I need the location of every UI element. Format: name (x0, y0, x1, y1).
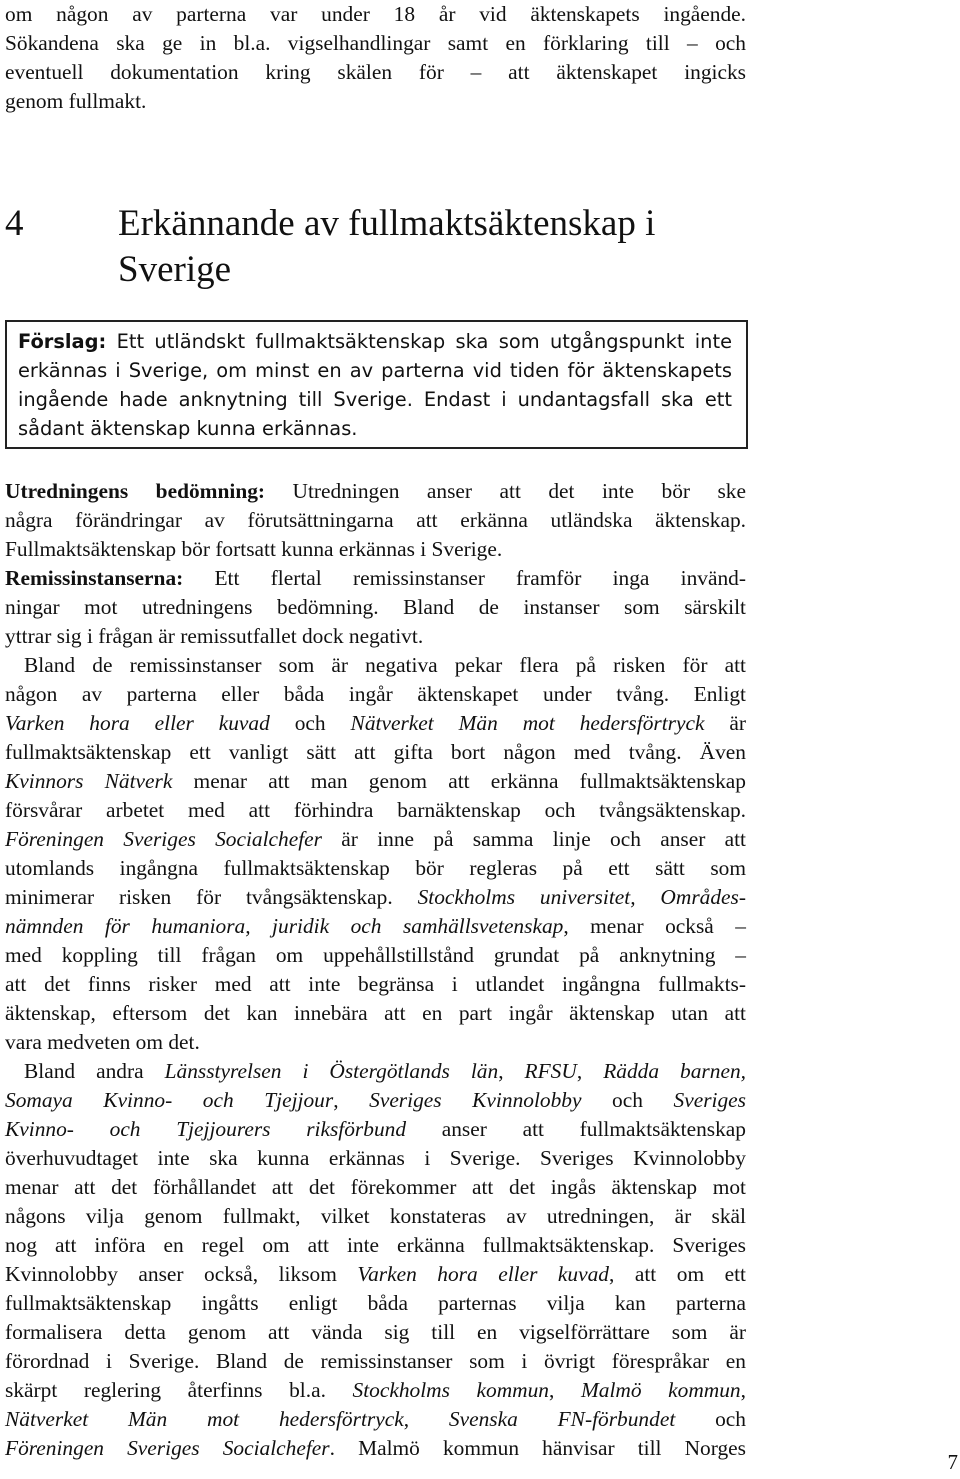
body-line: Kvinno- och Tjejjourers riksförbund anser att fullmaktsäktenskap (5, 1117, 746, 1141)
body-line: Kvinnolobby anser också, liksom Varken hora eller kuvad, att om ett (5, 1262, 746, 1286)
proposal-label: Förslag: (18, 330, 107, 353)
body-line: någons vilja genom fullmakt, vilket konstateras av utredningen, är skäl (5, 1204, 746, 1228)
proposal-line: Förslag: Ett utländskt fullmaktsäktenskap ska som utgångspunkt inte (18, 330, 732, 353)
body-line: Föreningen Sveriges Socialchefer. Malmö kommun hänvisar till Norges (5, 1436, 746, 1460)
body-line: fullmaktsäktenskap ett vanligt sätt att gifta bort någon med tvång. Även (5, 740, 746, 764)
body-line: minimerar risken för tvångsäktenskap. Stockholms universitet, Områdes- (5, 885, 746, 909)
body-line: Föreningen Sveriges Socialchefer är inne på samma linje och anser att (5, 827, 747, 851)
body-line: fullmaktsäktenskap ingåtts enligt båda parternas vilja kan parterna (5, 1291, 746, 1315)
proposal-line: ingående hade anknytning till Sverige. Endast i undantagsfall ska ett (18, 388, 732, 411)
body-line: utomlands ingångna fullmaktsäktenskap bör regleras på ett sätt som (5, 856, 746, 880)
body-line: Bland andra Länsstyrelsen i Östergötlands län, RFSU, Rädda barnen, (24, 1059, 746, 1083)
body-line: Kvinnors Nätverk menar att man genom att erkänna fullmaktsäktenskap (5, 769, 747, 793)
referrals-label: Remissinstanserna: (5, 566, 184, 590)
body-line: med koppling till frågan om uppehållstillstånd grundat på anknytning – (5, 943, 746, 967)
body-line: nämnden för humaniora, juridik och samhällsvetenskap, menar också – (5, 914, 746, 938)
body-line: Bland de remissinstanser som är negativa pekar flera på risken för att (24, 653, 746, 677)
referrals-line: Remissinstanserna: Ett flertal remissinstanser framför inga invänd- (5, 566, 746, 590)
body-line: Somaya Kvinno- och Tjejjour, Sveriges Kvinnolobby och Sveriges (5, 1088, 746, 1112)
body-line: skärpt reglering återfinns bl.a. Stockholms kommun, Malmö kommun, (5, 1378, 746, 1402)
assessment-label: Utredningens bedömning: (5, 479, 266, 503)
paragraph-line: eventuell dokumentation kring skälen för – att äktenskapet ingicks (5, 60, 746, 84)
body-line: nog att införa en regel om att inte erkänna fullmaktsäktenskap. Sveriges (5, 1233, 746, 1257)
section-title-line: Sverige (118, 249, 232, 290)
body-line: Nätverket Män mot hedersförtryck, Svenska FN-förbundet och (5, 1407, 746, 1431)
page-number: 7 (947, 1450, 958, 1474)
body-line: förordnad i Sverige. Bland de remissinstanser som i övrigt förespråkar en (5, 1349, 746, 1373)
body-line: äktenskap, eftersom det kan innebära att en part ingår äktenskap utan att (5, 1001, 746, 1025)
assessment-line: några förändringar av förutsättningarna att erkänna utländska äktenskap. (5, 508, 746, 532)
referrals-line: yttrar sig i frågan är remissutfallet dock negativt. (5, 624, 424, 648)
section-number: 4 (5, 203, 24, 244)
body-line: menar att det förhållandet att det förekommer att det ingås äktenskap mot (5, 1175, 746, 1199)
assessment-line: Utredningens bedömning: Utredningen anser att det inte bör ske (5, 479, 746, 503)
proposal-line: sådant äktenskap kunna erkännas. (18, 417, 358, 440)
body-line: någon av parterna eller båda ingår äktenskapet under tvång. Enligt (5, 682, 746, 706)
body-line: formalisera detta genom att vända sig till en vigselförrättare som är (5, 1320, 746, 1344)
section-title-line: Erkännande av fullmaktsäktenskap i (118, 203, 656, 244)
body-line: försvårar arbetet med att förhindra barnäktenskap och tvångsäktenskap. (5, 798, 746, 822)
assessment-line: Fullmaktsäktenskap bör fortsatt kunna erkännas i Sverige. (5, 537, 503, 561)
body-line: vara medveten om det. (5, 1030, 200, 1054)
body-line: Varken hora eller kuvad och Nätverket Män mot hedersförtryck är (5, 711, 746, 735)
paragraph-line: om någon av parterna var under 18 år vid äktenskapets ingående. (5, 2, 746, 26)
proposal-line: erkännas i Sverige, om minst en av parterna vid tiden för äktenskapets (18, 359, 732, 382)
paragraph-line: Sökandena ska ge in bl.a. vigselhandlingar samt en förklaring till – och (5, 31, 746, 55)
referrals-line: ningar mot utredningens bedömning. Bland de instanser som särskilt (5, 595, 746, 619)
body-line: att det finns risker med att inte begränsa i utlandet ingångna fullmakts- (5, 972, 746, 996)
body-line: överhuvudtaget inte ska kunna erkännas i Sverige. Sveriges Kvinnolobby (5, 1146, 746, 1170)
paragraph-line: genom fullmakt. (5, 89, 147, 113)
